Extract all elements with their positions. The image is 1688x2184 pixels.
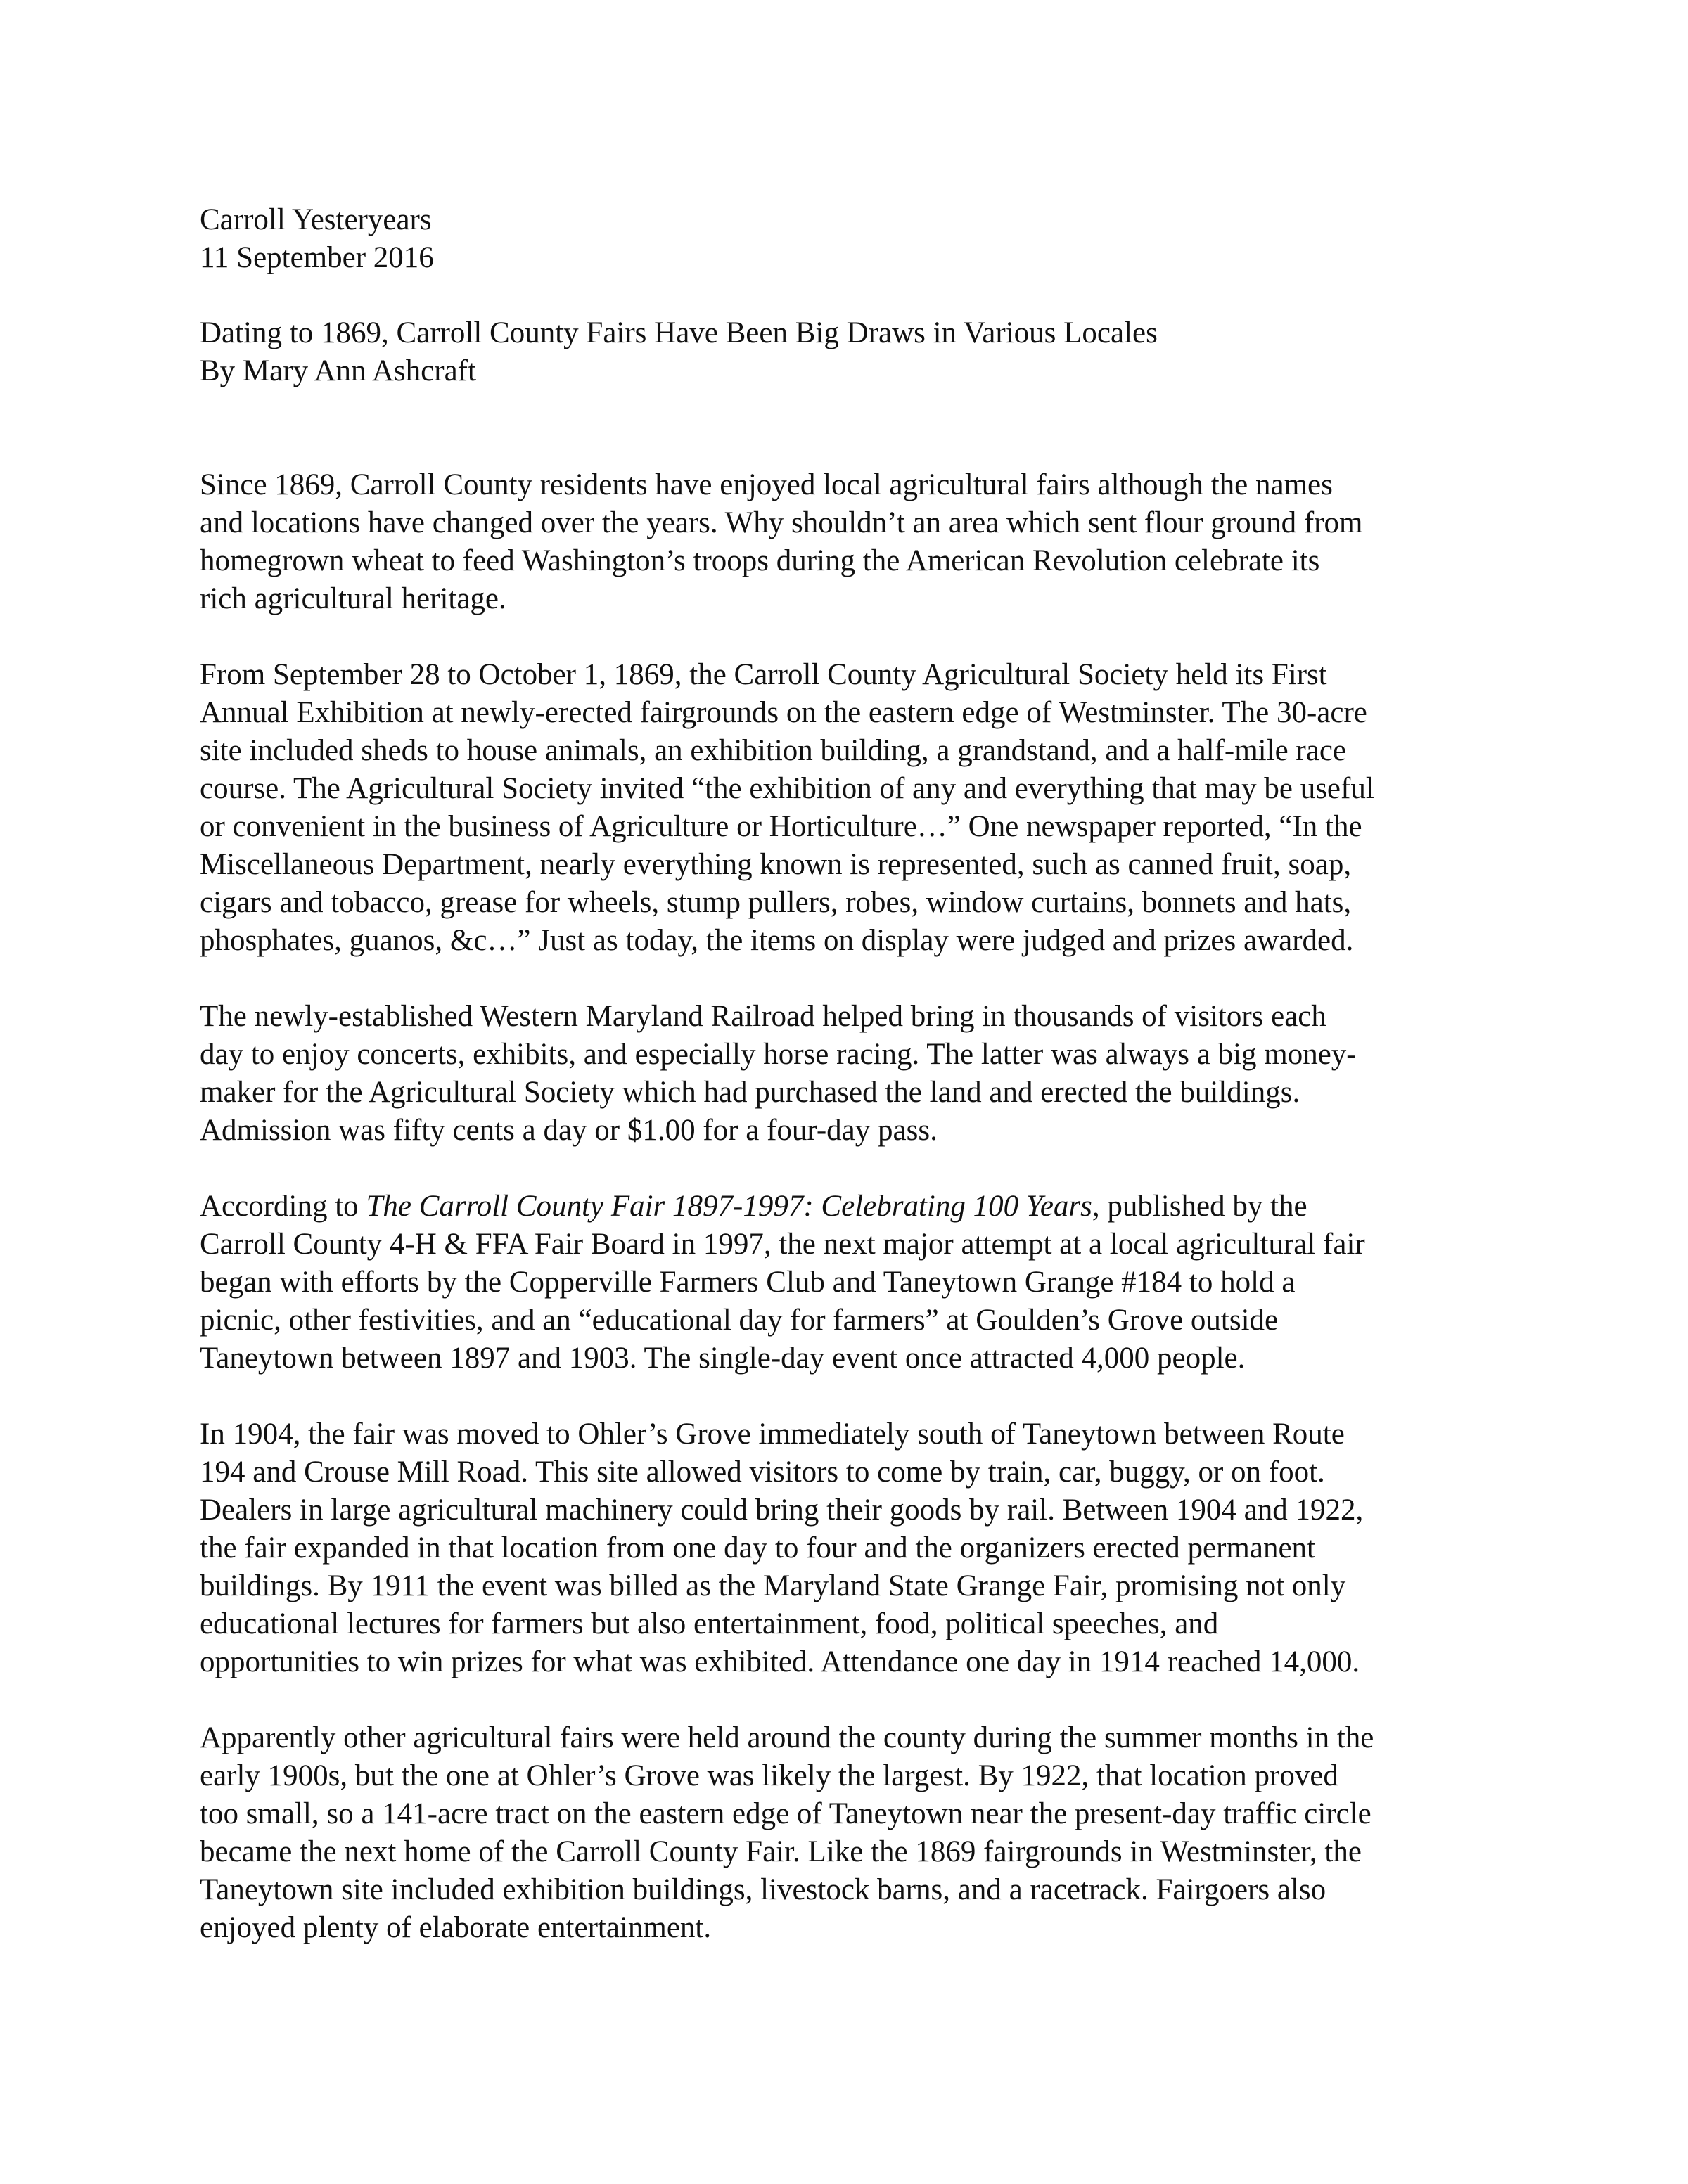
text-line: buildings. By 1911 the event was billed as the Maryland State Grange Fair, promising not only [200, 1569, 1346, 1602]
publication-date: 11 September 2016 [200, 241, 434, 274]
document-page [200, 201, 1522, 1947]
text-line: rich agricultural heritage. [200, 582, 506, 615]
text-line: enjoyed plenty of elaborate entertainment. [200, 1911, 712, 1944]
paragraph-3 [200, 998, 1522, 1150]
text-line [200, 1188, 1522, 1226]
paragraph-6 [200, 1719, 1522, 1947]
text-line: phosphates, guanos, &c…” Just as today, the items on display were judged and prizes awarded. [200, 924, 1354, 957]
line-suffix: , published by the [1092, 1190, 1307, 1223]
text-line: course. The Agricultural Society invited “the exhibition of any and everything that may be useful [200, 772, 1374, 805]
text-line: Admission was fifty cents a day or $1.00 for a four-day pass. [200, 1114, 938, 1147]
text-line: day to enjoy concerts, exhibits, and especially horse racing. The latter was always a big money- [200, 1038, 1357, 1071]
book-title: The Carroll County Fair 1897-1997: Celebrating 100 Years [366, 1190, 1092, 1223]
column-header [200, 201, 1522, 277]
article-heading [200, 314, 1522, 390]
text-line: maker for the Agricultural Society which had purchased the land and erected the buildings. [200, 1076, 1300, 1109]
text-line: homegrown wheat to feed Washington’s troops during the American Revolution celebrate its [200, 544, 1320, 577]
text-line: site included sheds to house animals, an exhibition building, a grandstand, and a half-mile race [200, 734, 1346, 767]
text-line: Apparently other agricultural fairs were held around the county during the summer months in the [200, 1721, 1374, 1754]
article-byline: By Mary Ann Ashcraft [200, 354, 476, 387]
text-line: The newly-established Western Maryland Railroad helped bring in thousands of visitors each [200, 1000, 1326, 1033]
paragraph-1 [200, 466, 1522, 618]
text-line: and locations have changed over the years. Why shouldn’t an area which sent flour ground from [200, 506, 1363, 539]
paragraph-2 [200, 656, 1522, 960]
paragraph-4 [200, 1188, 1522, 1377]
article-title: Dating to 1869, Carroll County Fairs Have Been Big Draws in Various Locales [200, 316, 1158, 349]
text-line: too small, so a 141-acre tract on the eastern edge of Taneytown near the present-day traffic circle [200, 1797, 1372, 1830]
paragraph-5 [200, 1415, 1522, 1681]
text-line: early 1900s, but the one at Ohler’s Grove was likely the largest. By 1922, that location proved [200, 1759, 1338, 1792]
text-line: educational lectures for farmers but also entertainment, food, political speeches, and [200, 1607, 1219, 1640]
text-line: the fair expanded in that location from one day to four and the organizers erected permanent [200, 1531, 1315, 1565]
line-prefix: According to [200, 1190, 366, 1223]
text-line: Taneytown site included exhibition buildings, livestock barns, and a racetrack. Fairgoers also [200, 1873, 1326, 1906]
column-name: Carroll Yesteryears [200, 203, 432, 236]
text-line: Annual Exhibition at newly-erected fairgrounds on the eastern edge of Westminster. The 30-acre [200, 696, 1367, 729]
text-line: opportunities to win prizes for what was exhibited. Attendance one day in 1914 reached 14,000. [200, 1645, 1360, 1678]
text-line: Since 1869, Carroll County residents have enjoyed local agricultural fairs although the names [200, 468, 1333, 501]
text-line: In 1904, the fair was moved to Ohler’s Grove immediately south of Taneytown between Route [200, 1418, 1345, 1451]
text-line: or convenient in the business of Agriculture or Horticulture…” One newspaper reported, “In the [200, 810, 1362, 843]
text-line: Carroll County 4-H & FFA Fair Board in 1997, the next major attempt at a local agricultural fair [200, 1228, 1365, 1261]
text-line: Taneytown between 1897 and 1903. The single-day event once attracted 4,000 people. [200, 1342, 1246, 1375]
text-line: became the next home of the Carroll County Fair. Like the 1869 fairgrounds in Westminster, the [200, 1835, 1362, 1868]
text-line: Miscellaneous Department, nearly everything known is represented, such as canned fruit, soap, [200, 848, 1352, 881]
text-line: began with efforts by the Copperville Farmers Club and Taneytown Grange #184 to hold a [200, 1266, 1296, 1299]
text-line: cigars and tobacco, grease for wheels, stump pullers, robes, window curtains, bonnets and hats, [200, 886, 1352, 919]
text-line: Dealers in large agricultural machinery could bring their goods by rail. Between 1904 and 1922, [200, 1494, 1364, 1527]
text-line: From September 28 to October 1, 1869, the Carroll County Agricultural Society held its First [200, 658, 1327, 691]
text-line: picnic, other festivities, and an “educational day for farmers” at Goulden’s Grove outside [200, 1304, 1279, 1337]
text-line: 194 and Crouse Mill Road. This site allowed visitors to come by train, car, buggy, or on foot. [200, 1456, 1325, 1489]
